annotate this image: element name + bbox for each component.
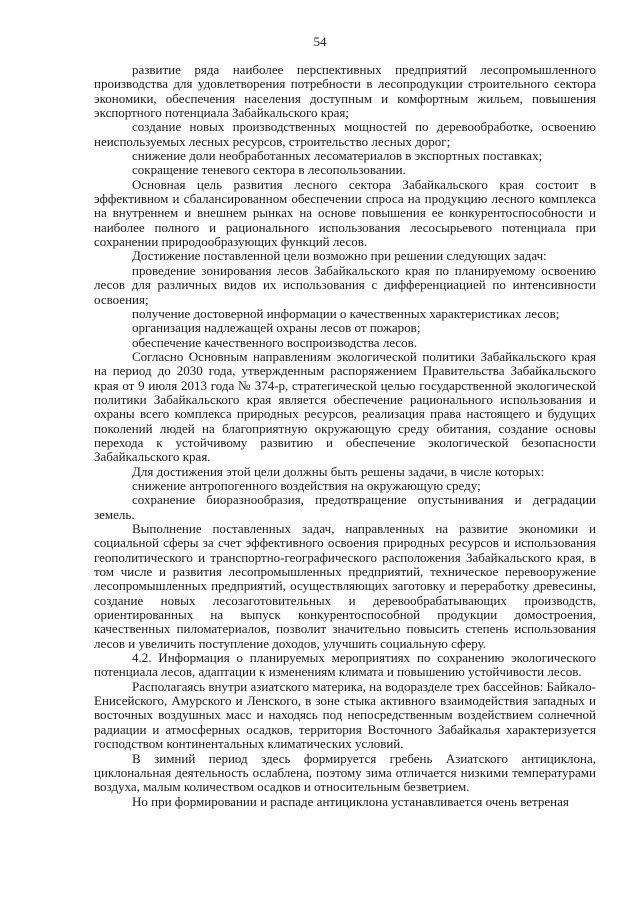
paragraph: организация надлежащей охраны лесов от пожаров; xyxy=(132,320,421,336)
paragraph: Располагаясь внутри азиатского материка, на водоразделе трех бассейнов: Байкало-Енисейского, Амурского и Ленского, в зоне стыка активного взаимодействия западных и восточных воздушных масс и находясь под непосредственным воздействием солнечной радиации и атмосферных осадков, территория Восточного Забайкалья характеризуется господством континентальных климатических условий. xyxy=(94,678,596,752)
paragraph: получение достоверной информации о качественных характеристиках лесов; xyxy=(132,305,560,321)
paragraph: Достижение поставленной цели возможно при решении следующих задач: xyxy=(132,248,547,264)
paragraph: снижение антропогенного воздействия на окружающую среду; xyxy=(132,477,481,493)
paragraph: Но при формировании и распаде антициклона устанавливается очень ветреная xyxy=(132,793,569,809)
paragraph: сокращение теневого сектора в лесопользовании. xyxy=(132,162,406,178)
paragraph: В зимний период здесь формируется гребень Азиатского антициклона, циклональная деятельность ослаблена, поэтому зима отличается низкими температурами воздуха, малым количеством осадков и относительным безветрием. xyxy=(94,750,596,795)
paragraph: проведение зонирования лесов Забайкальского края по планируемому освоению лесов для различных видов их использования с дифференциацией по интенсивности освоения; xyxy=(94,262,596,307)
paragraph: Для достижения этой цели должны быть решены задачи, в числе которых: xyxy=(132,463,545,479)
paragraph: Основная цель развития лесного сектора Забайкальского края состоит в эффективном и сбалансированном обеспечении спроса на продукцию лесного комплекса на внутреннем и внешнем рынках на основе повышения ее конкурентоспособности и наиболее полного и рационального использования лесосырьевого потенциала при сохранении природообразующих функций лесов. xyxy=(94,176,596,250)
page-number: 54 xyxy=(313,34,327,49)
paragraph: сохранение биоразнообразия, предотвращение опустынивания и деградации земель. xyxy=(94,492,596,522)
paragraph: создание новых производственных мощностей по деревообработке, освоению неиспользуемых лесных ресурсов, строительство лесных дорог; xyxy=(94,119,596,149)
paragraph: развитие ряда наиболее перспективных предприятий лесопромышленного производства для удовлетворения потребности в лесопродукции строительного сектора экономики, обеспечения населения доступным и комфортным жильем, повышения экспортного потенциала Забайкальского края; xyxy=(94,62,596,121)
paragraph: Выполнение поставленных задач, направленных на развитие экономики и социальной сферы за счет эффективного освоения природных ресурсов и использования геополитического и транспортно-географического расположения Забайкальского края, в том числе и развития лесопромышленных предприятий, техническое перевооружение лесопромышленных предприятий, осуществляющих заготовку и переработку древесины, создание новых лесозаготовительных и деревообрабатывающих производств, ориентированных на выпуск конкурентоспособной продукции домостроения, качественных пиломатериалов, позволит значительно повысить степень использования лесов и увеличить поступление доходов, улучшить социальную сферу. xyxy=(94,521,596,651)
page-body xyxy=(94,63,596,809)
paragraph: Согласно Основным направлениям экологической политики Забайкальского края на период до 2030 года, утвержденным распоряжением Правительства Забайкальского края от 9 июля 2013 года № 374-р, стратегической целью государственной экологической политики Забайкальского края является обеспечение рационального использования и охраны всего комплекса природных ресурсов, реализация права настоящего и будущих поколений людей на благоприятную окружающую среду обитания, создание основы перехода к устойчивому развитию и обеспечение экологической безопасности Забайкальского края. xyxy=(94,348,596,465)
paragraph: снижение доли необработанных лесоматериалов в экспортных поставках; xyxy=(132,148,543,164)
section-heading: 4.2. Информация о планируемых мероприятиях по сохранению экологического потенциала лесов, адаптации к изменениям климата и повышению устойчивости лесов. xyxy=(94,650,596,680)
paragraph: обеспечение качественного воспроизводства лесов. xyxy=(132,334,418,350)
